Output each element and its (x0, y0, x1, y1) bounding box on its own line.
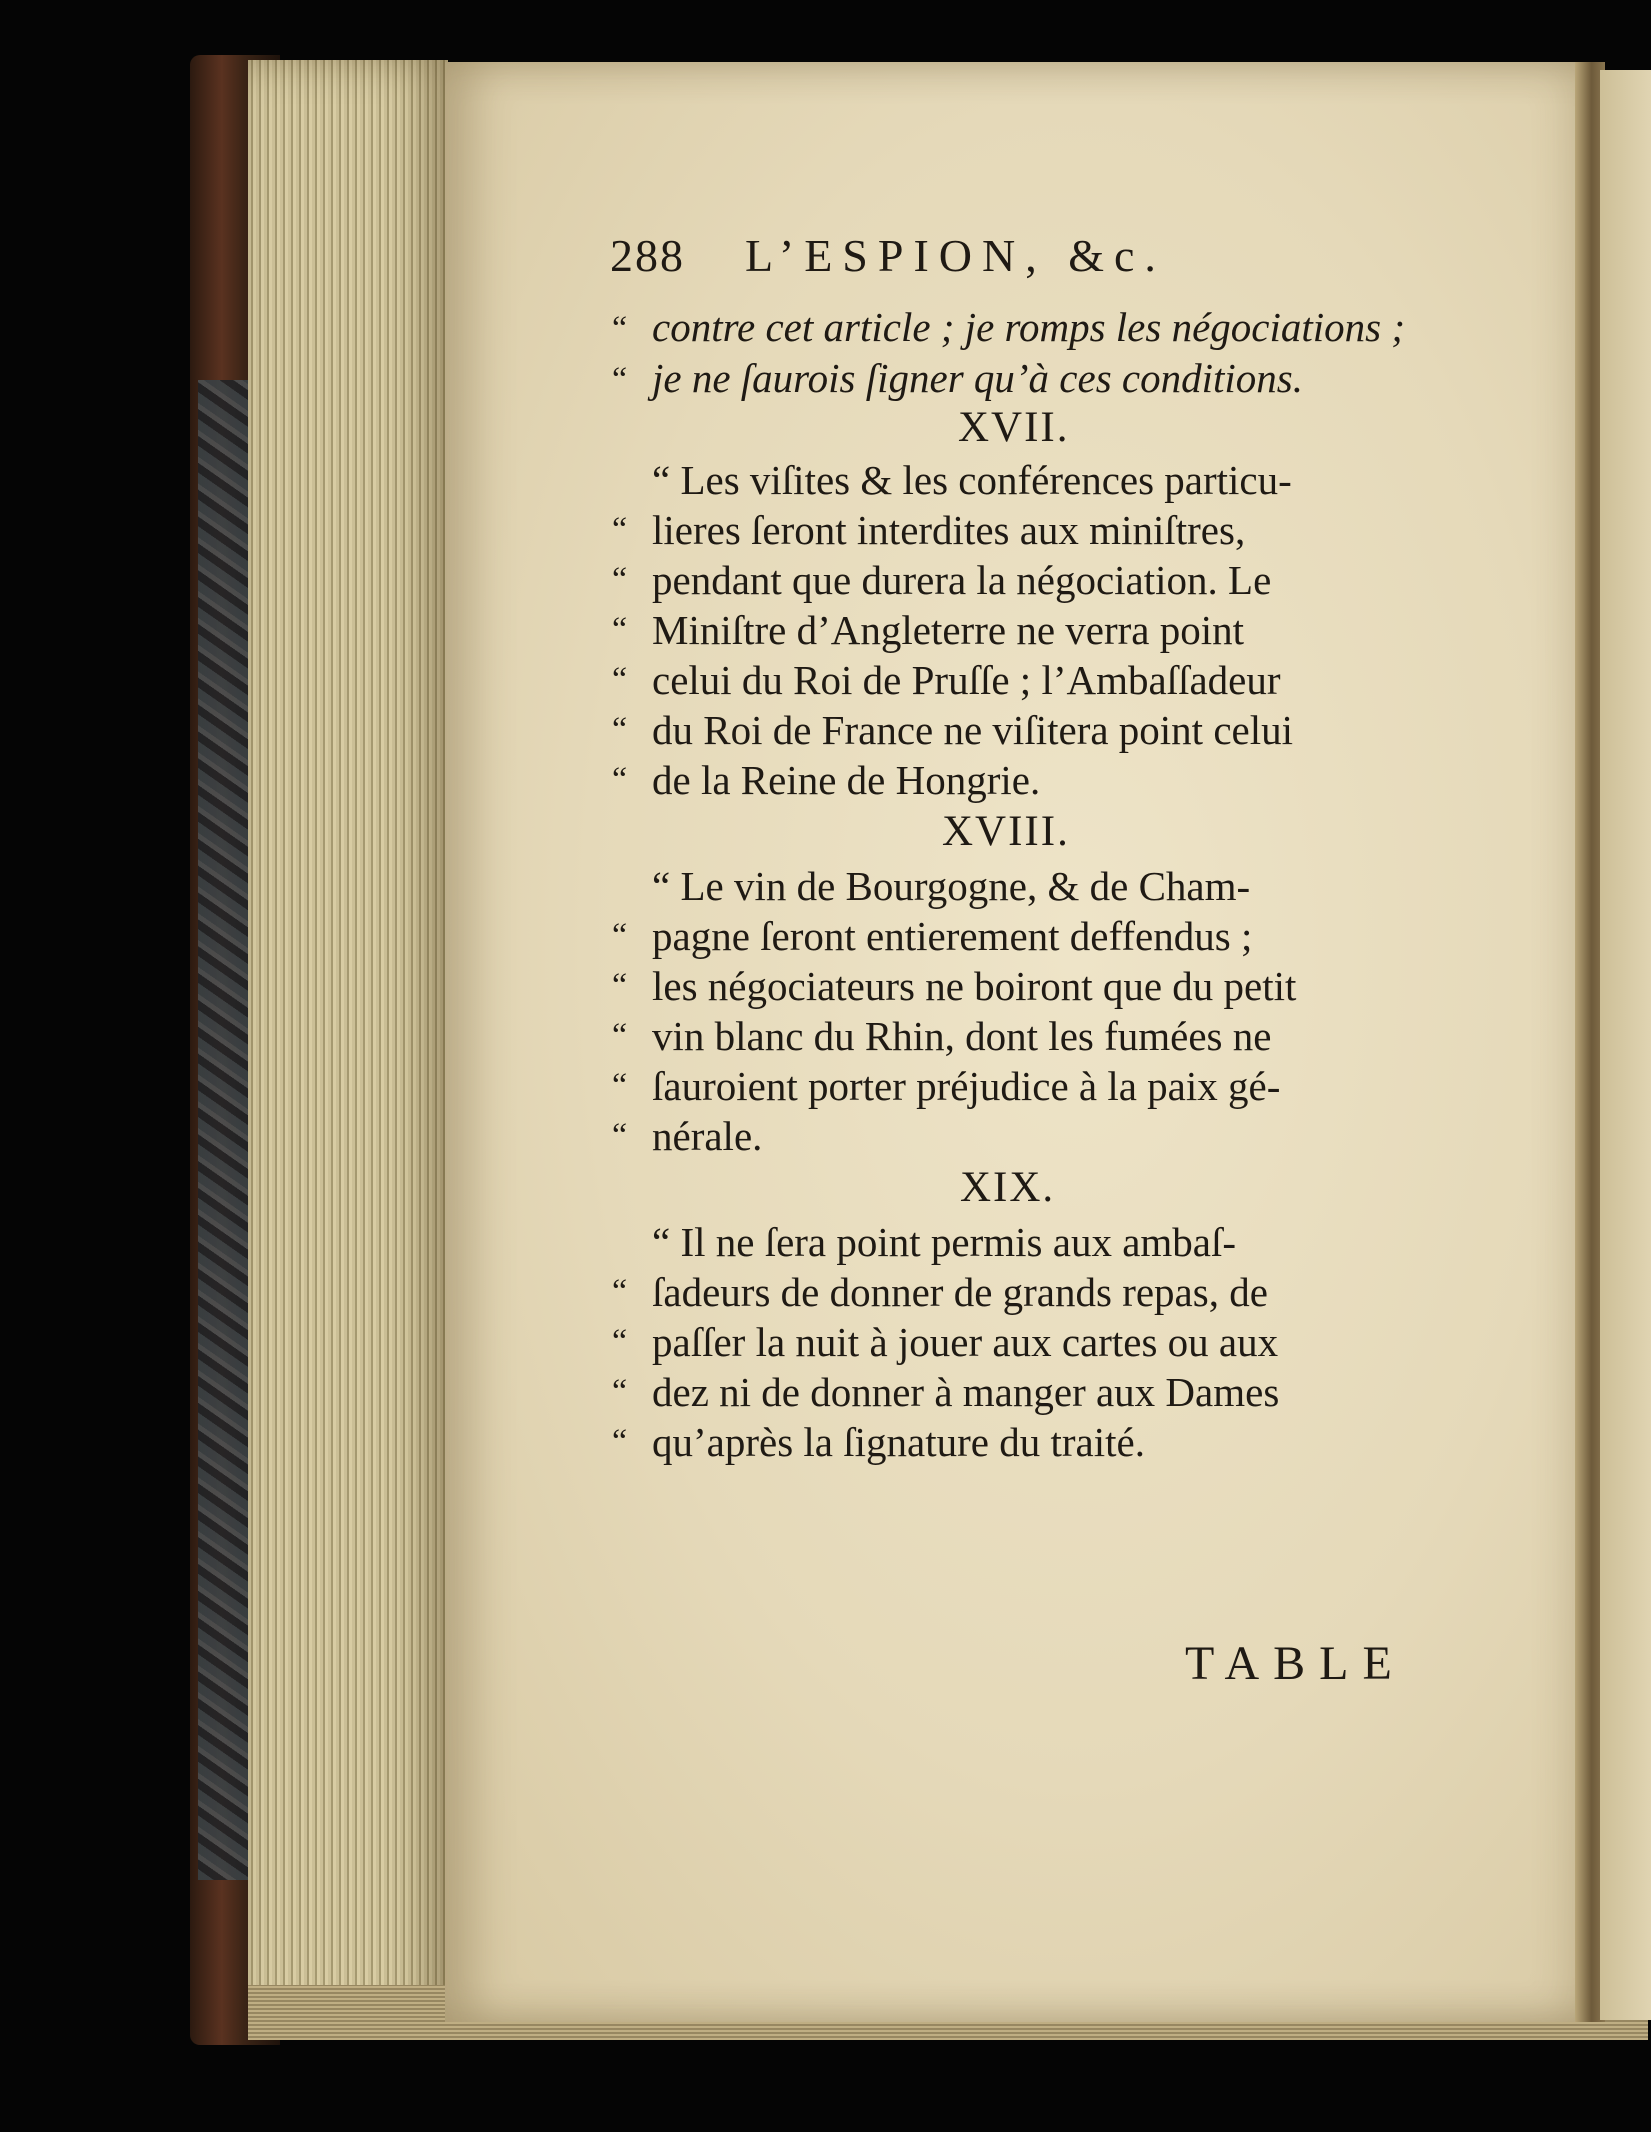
text-line: celui du Roi de Pruſſe ; l’Ambaſſadeur (652, 657, 1281, 703)
quote-mark: “ (612, 361, 628, 398)
text-line: Miniſtre d’Angleterre ne verra point (652, 607, 1244, 653)
section-numeral: XVII. (958, 404, 1070, 451)
text-line: ſadeurs de donner de grands repas, de (652, 1269, 1268, 1315)
quote-mark: “ (612, 1323, 628, 1360)
quote-mark: “ (612, 611, 628, 648)
text-line: dez ni de donner à manger aux Dames (652, 1369, 1280, 1415)
catchword: TABLE (1185, 1637, 1406, 1690)
text-line: pendant que durera la négociation. Le (652, 557, 1272, 603)
text-line: les négociateurs ne boiront que du petit (652, 963, 1297, 1009)
text-line: nérale. (652, 1113, 763, 1159)
quote-mark: “ (612, 561, 628, 598)
text-line: de la Reine de Hongrie. (652, 757, 1041, 803)
running-head: L’ESPION, &c. (745, 230, 1166, 281)
section-numeral: XIX. (960, 1164, 1056, 1211)
text-line: paſſer la nuit à jouer aux cartes ou aux (652, 1319, 1279, 1365)
quote-mark: “ (612, 1273, 628, 1310)
quote-mark: “ (612, 761, 628, 798)
quote-mark: “ (612, 1017, 628, 1054)
quote-mark: “ (612, 1373, 628, 1410)
quote-mark: “ (612, 917, 628, 954)
text-line: pagne ſeront entierement deffendus ; (652, 913, 1253, 959)
text-line: “ Les viſites & les conférences particu- (652, 457, 1292, 503)
quote-mark: “ (612, 511, 628, 548)
text-line: “ Il ne ſera point permis aux ambaſ- (652, 1219, 1237, 1265)
text-line: lieres ſeront interdites aux miniſtres, (652, 507, 1246, 553)
section-numeral: XVIII. (942, 808, 1070, 855)
text-line: du Roi de France ne viſitera point celui (652, 707, 1294, 753)
quote-mark: “ (612, 310, 628, 347)
quote-mark: “ (612, 661, 628, 698)
quote-mark: “ (612, 1117, 628, 1154)
quote-mark: “ (612, 711, 628, 748)
text-line: qu’après la ſignature du traité. (652, 1419, 1145, 1465)
quote-mark: “ (612, 967, 628, 1004)
text-line: vin blanc du Rhin, dont les fumées ne (652, 1013, 1272, 1059)
quote-mark: “ (612, 1423, 628, 1460)
text-line: je ne ſaurois ſigner qu’à ces conditions. (652, 355, 1303, 401)
page-number: 288 (610, 230, 685, 281)
text-line: “ Le vin de Bourgogne, & de Cham- (652, 863, 1251, 909)
text-line: contre cet article ; je romps les négociations ; (652, 304, 1405, 350)
text-line: ſauroient porter préjudice à la paix gé- (652, 1063, 1281, 1109)
quote-mark: “ (612, 1067, 628, 1104)
